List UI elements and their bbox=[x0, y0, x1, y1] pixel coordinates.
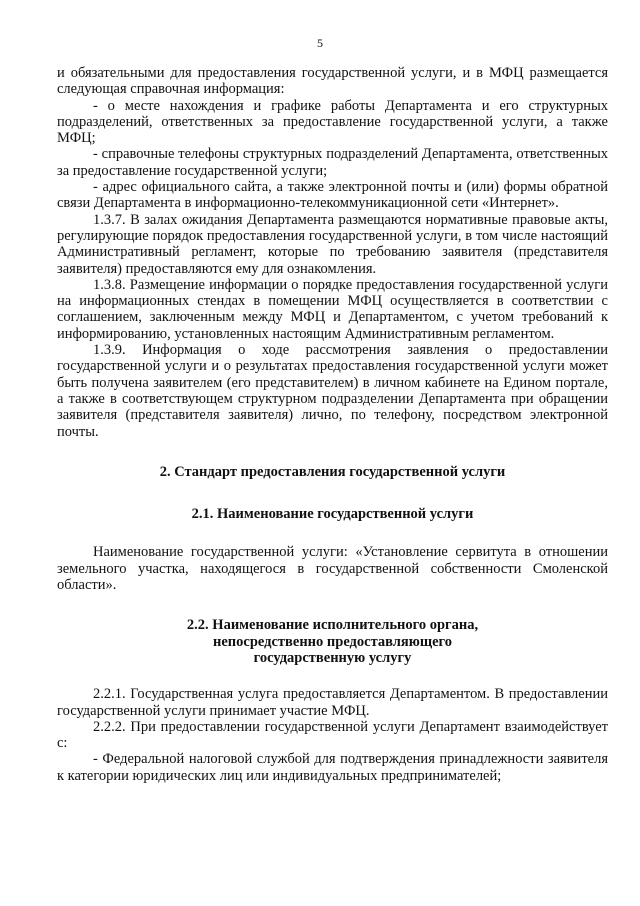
section-2-1-text: Наименование государственной услуги: «Установление сервитута в отношении земельного участка, находящегося в государственной собственности Смоленской области». bbox=[57, 544, 608, 594]
list-item-location: - о месте нахождения и графике работы Департамента и его структурных подразделений, ответственных за предоставление государственной услуги, а также МФЦ; bbox=[57, 97, 608, 147]
list-item-phones: - справочные телефоны структурных подразделений Департамента, ответственных за предоставление государственной услуги; bbox=[57, 146, 608, 179]
paragraph-continuation: и обязательными для предоставления государственной услуги, и в МФЦ размещается следующая справочная информация: bbox=[57, 65, 608, 98]
clause-1-3-8: 1.3.8. Размещение информации о порядке предоставления государственной услуги на информационных стендах в помещении МФЦ осуществляется в соответствии с соглашением, заключенным между МФЦ и Департаментом, с учетом требований к информированию, установленных настоящим Административным регламентом. bbox=[57, 276, 608, 342]
section-2-2-heading-line: непосредственно предоставляющего bbox=[213, 633, 452, 650]
section-2-heading: 2. Стандарт предоставления государственной услуги bbox=[159, 463, 506, 480]
clause-1-3-9: 1.3.9. Информация о ходе рассмотрения заявления о предоставлении государственной услуги и о результатах предоставления государственной услуги может быть получена заявителем (его представителем) в личном кабинете на Едином портале, а также в соответствующем структурном подразделении Департамента при обращении заявителя (представителя заявителя) лично, по телефону, посредством электронной почты. bbox=[57, 342, 608, 440]
section-2-1-heading: 2.1. Наименование государственной услуги bbox=[191, 506, 474, 523]
list-item-website: - адрес официального сайта, а также электронной почты и (или) формы обратной связи Департамента в информационно-телекоммуникационной сети «Интернет». bbox=[57, 179, 608, 212]
section-2-2-heading bbox=[57, 617, 608, 666]
section-2-2-heading-line: 2.2. Наименование исполнительного органа, bbox=[186, 617, 479, 634]
clause-2-2-2: 2.2.2. При предоставлении государственной услуги Департамент взаимодействует с: bbox=[57, 718, 608, 752]
clause-1-3-7: 1.3.7. В залах ожидания Департамента размещаются нормативные правовые акты, регулирующие порядок предоставления государственной услуги, в том числе настоящий Административный регламент, которые по требованию заявителя (представителя заявителя) предоставляются ему для ознакомления. bbox=[57, 211, 608, 277]
document-body bbox=[57, 65, 608, 784]
list-item-tax-service: - Федеральной налоговой службой для подтверждения принадлежности заявителя к категории юридических лиц или индивидуальных предпринимателей; bbox=[57, 751, 608, 784]
page-number: 5 bbox=[317, 36, 323, 50]
section-2-2-heading-line: государственную услугу bbox=[253, 649, 412, 666]
clause-2-2-1: 2.2.1. Государственная услуга предоставляется Департаментом. В предоставлении государственной услуги принимает участие МФЦ. bbox=[57, 686, 608, 719]
